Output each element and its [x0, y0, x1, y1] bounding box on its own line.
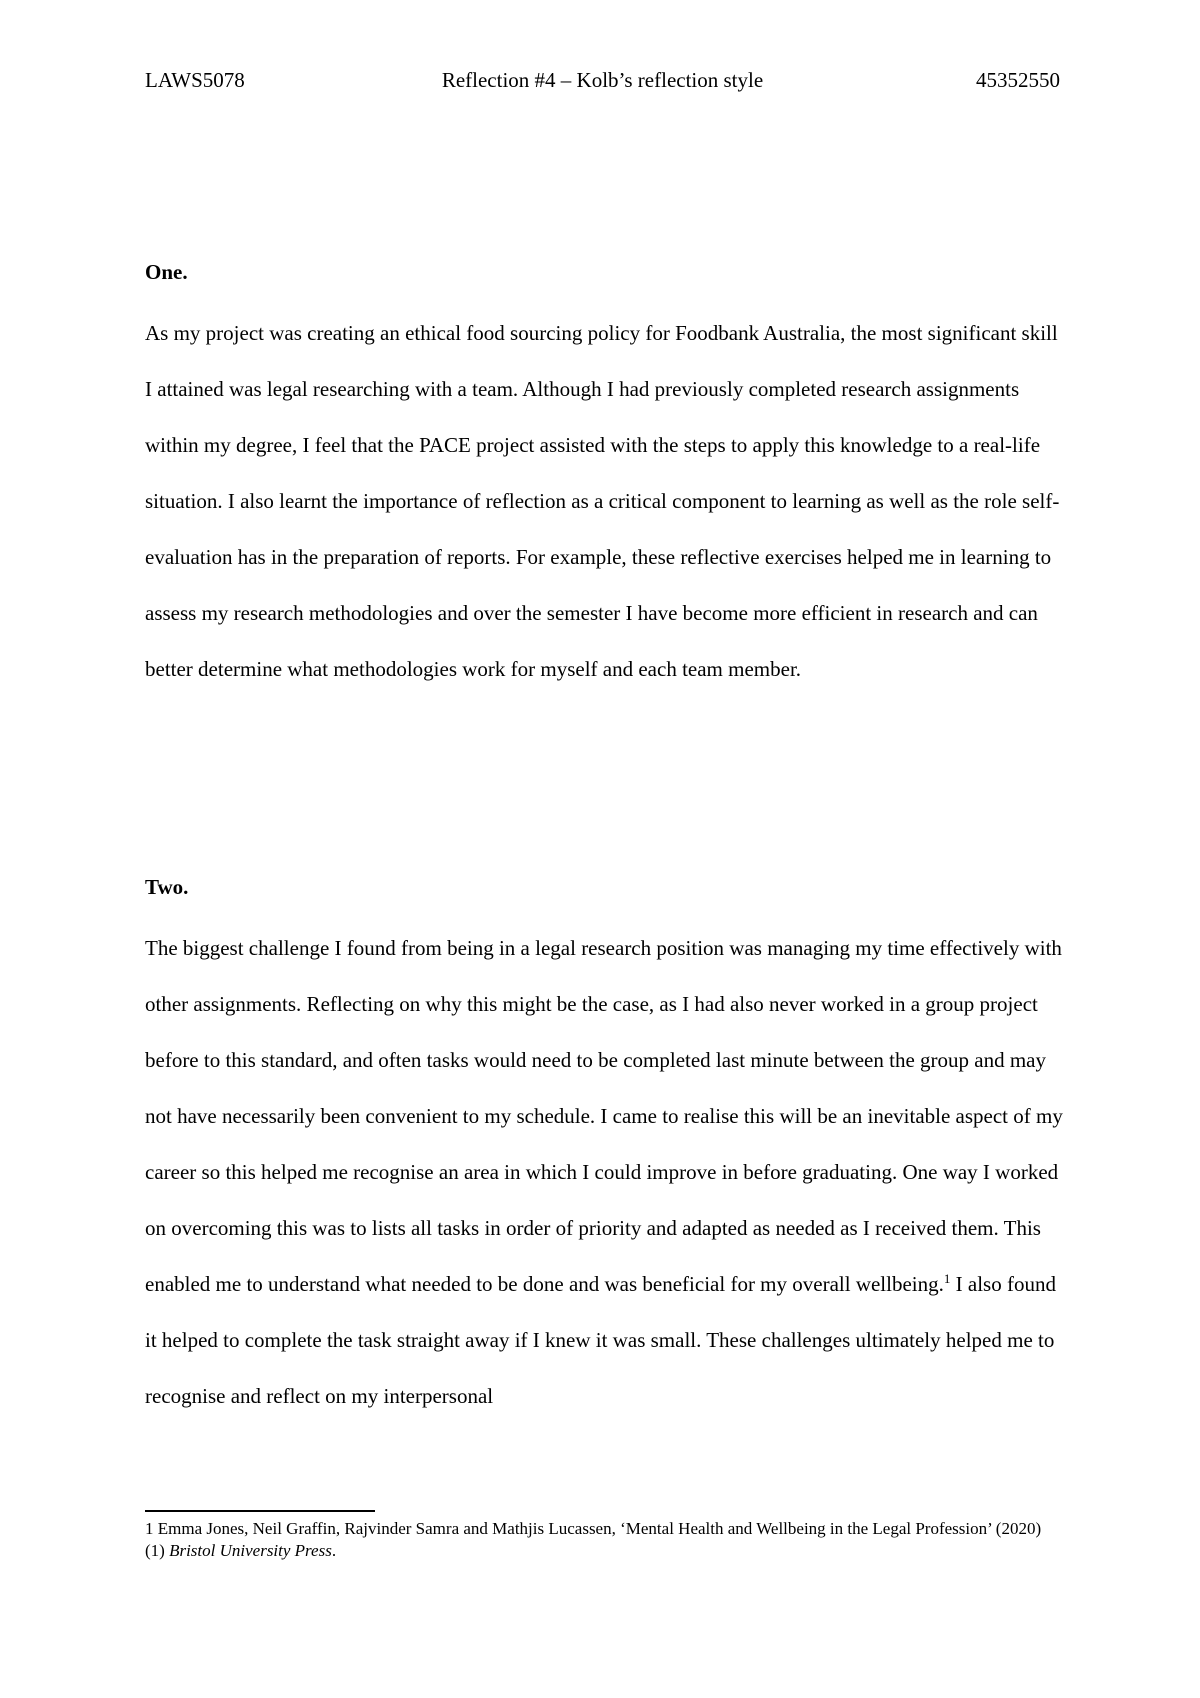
section-one	[145, 255, 1065, 697]
section-heading: One.	[145, 260, 188, 284]
footnote-number: 1	[145, 1519, 154, 1538]
paragraph-text: I also found it helped to complete the task straight away if I knew it was small. These challenges ultimately helped me to recognise and reflect on my interpersonal	[145, 1272, 1056, 1408]
footnote-source: Bristol University Press	[169, 1541, 332, 1560]
footnote-reference[interactable]: 1	[943, 1271, 951, 1286]
footnote-divider	[145, 1510, 375, 1512]
footnote-text: Emma Jones, Neil Graffin, Rajvinder Samra and Mathjis Lucassen, ‘Mental Health and Wellbeing in the Legal Profession’ (2020) (1)	[145, 1519, 1042, 1560]
footnote-end: .	[331, 1541, 337, 1560]
section-heading: Two.	[145, 875, 189, 899]
footnote	[145, 1518, 1065, 1562]
course-code: LAWS5078	[145, 68, 245, 92]
paragraph-text: The biggest challenge I found from being in a legal research position was managing my time effectively with other assignments. Reflecting on why this might be the case, as I had also never worked in a group project before to this standard, and often tasks would need to be completed last minute between the group and may not have necessarily been convenient to my schedule. I came to realise this will be an inevitable aspect of my career so this helped me recognise an area in which I could improve in before graduating. One way I worked on overcoming this was to lists all tasks in order of priority and adapted as needed as I received them. This enabled me to understand what needed to be done and was beneficial for my overall wellbeing.	[145, 936, 1063, 1296]
page-header	[145, 68, 1060, 102]
section-two	[145, 870, 1065, 1424]
document-title: Reflection #4 – Kolb’s reflection style	[441, 68, 764, 92]
student-id: 45352550	[976, 68, 1060, 92]
section-paragraph: As my project was creating an ethical food sourcing policy for Foodbank Australia, the most significant skill I attained was legal researching with a team. Although I had previously completed research assignments within my degree, I feel that the PACE project assisted with the steps to apply this knowledge to a real-life situation. I also learnt the importance of reflection as a critical component to learning as well as the role self-evaluation has in the preparation of reports. For example, these reflective exercises helped me in learning to assess my research methodologies and over the semester I have become more efficient in research and can better determine what methodologies work for myself and each team member.	[145, 321, 1060, 681]
section-paragraph	[145, 920, 1065, 1424]
